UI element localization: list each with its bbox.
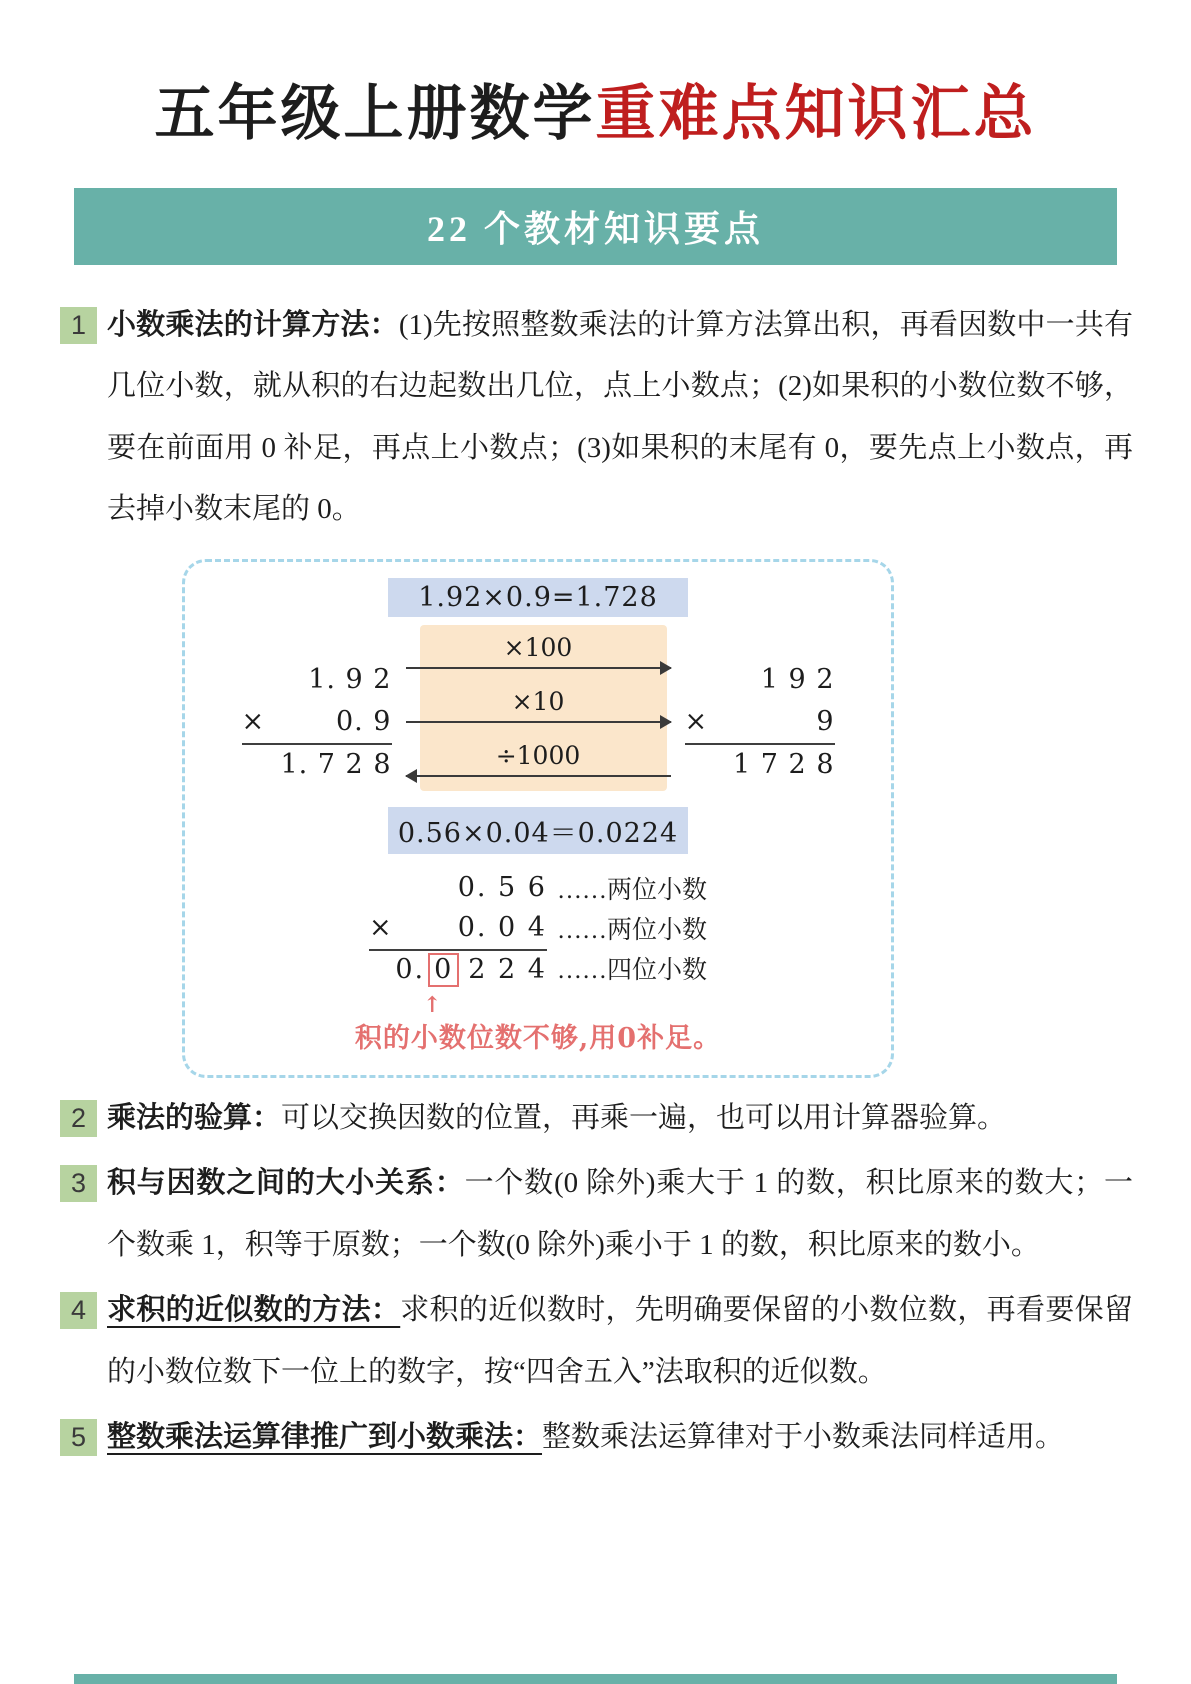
item-body: 一个数(0 除外)乘大于 1 的数，积比原来的数大；一个数乘 1，积等于原数；一个数(0 除外)乘小于 1 的数，积比原来的数小。: [107, 1167, 1133, 1261]
multiply-sign: ×: [241, 706, 266, 738]
calc-factor2: [369, 912, 547, 943]
calc-factor2: 0. 9: [335, 706, 392, 738]
pointer-row: [369, 988, 707, 1018]
item-heading: 乘法的验算：: [107, 1101, 282, 1134]
calc-product: [369, 949, 547, 987]
banner-text: 22 个教材知识要点: [426, 209, 764, 249]
item-number-badge: 5: [60, 1419, 97, 1456]
item-text: [107, 1153, 1133, 1276]
op-times-100: [406, 633, 671, 687]
figure-conversion-row: [205, 633, 871, 795]
decimal-column-calc: [242, 633, 392, 795]
item-heading: 小数乘法的计算方法：: [107, 309, 399, 341]
knowledge-item-1: [58, 295, 1133, 541]
item-heading: 整数乘法运算律推广到小数乘法：: [107, 1421, 543, 1454]
item-body: 可以交换因数的位置，再乘一遍，也可以用计算器验算。: [281, 1101, 1007, 1134]
op-times-10: [406, 687, 671, 741]
multiplication-example-figure: [182, 559, 894, 1078]
page-title: [58, 66, 1133, 152]
title-part-red: 重难点知识汇总: [595, 81, 1037, 147]
item-body: 求积的近似数时，先明确要保留的小数位数，再看要保留的小数位数下一位上的数字，按“四舍五入”法取积的近似数。: [107, 1294, 1133, 1388]
calc-factor2-row: [242, 701, 392, 743]
calc-factor1: 1. 9 2: [308, 664, 392, 696]
factor2-digits: 0. 0 4: [457, 912, 547, 944]
decimal-places-calc: [368, 868, 707, 1018]
section-banner: [74, 188, 1117, 265]
item-number-badge: 3: [60, 1165, 97, 1202]
item-number-badge: 1: [60, 307, 97, 344]
op-label: ×100: [503, 632, 573, 662]
equation-box-2: 0.56×0.04＝0.0224: [388, 807, 688, 854]
multiply-sign: ×: [684, 706, 709, 738]
knowledge-item-5: [58, 1407, 1133, 1468]
multiply-sign: ×: [368, 912, 394, 944]
left-arrow-icon: [406, 775, 671, 777]
boxed-zero: 0: [428, 953, 459, 987]
calc-factor1: 1 9 2: [760, 664, 835, 696]
product-rest: 2 2 4: [468, 954, 547, 986]
op-label: ÷1000: [495, 740, 581, 770]
calc-factor2-row: [685, 701, 835, 743]
knowledge-item-4: [58, 1280, 1133, 1403]
item-text: [107, 1088, 1133, 1149]
bcalc-factor2-row: [369, 908, 707, 948]
bcalc-product-row: [369, 948, 707, 988]
decimal-count-note: ……四位小数: [556, 956, 707, 984]
item-body: (1)先按照整数乘法的计算方法算出积，再看因数中一共有几位小数，就从积的右边起数出几位，点上小数点；(2)如果积的小数位数不够，要在前面用 0 补足，再点上小数点；(3)如果积的末尾有 0，要先点上小数点，再去掉小数末尾的 0。: [107, 309, 1133, 526]
calc-product: 1 7 2 8: [685, 743, 835, 785]
up-arrow-icon: ↑: [422, 991, 442, 1018]
content-area: [58, 295, 1133, 1469]
bcalc-factor1-row: [369, 868, 707, 908]
item-text: [107, 1407, 1133, 1468]
op-label: ×10: [511, 686, 565, 716]
calc-factor1: 0. 5 6: [457, 872, 547, 904]
item-body: 整数乘法运算律对于小数乘法同样适用。: [542, 1421, 1065, 1454]
equation-box-1: 1.92×0.9=1.728: [388, 578, 688, 617]
integer-column-calc: [685, 633, 835, 795]
decimal-count-note: ……两位小数: [556, 916, 707, 944]
item-heading: 求积的近似数的方法：: [107, 1294, 401, 1327]
right-arrow-icon: [406, 721, 671, 723]
zero-padding-note: 积的小数位数不够,用0补足。: [354, 1022, 722, 1054]
item-heading: 积与因数之间的大小关系：: [107, 1167, 465, 1200]
knowledge-item-2: [58, 1088, 1133, 1149]
product-prefix: 0.: [395, 954, 426, 986]
knowledge-item-3: [58, 1153, 1133, 1276]
item-text: [107, 1280, 1133, 1403]
scaling-arrows-zone: [406, 633, 671, 795]
right-arrow-icon: [406, 667, 671, 669]
op-divide-1000: [406, 741, 671, 795]
item-number-badge: 4: [60, 1292, 97, 1329]
item-number-badge: 2: [60, 1100, 97, 1137]
calc-product: 1. 7 2 8: [242, 743, 392, 785]
item-text: [107, 295, 1133, 541]
title-part-black: 五年级上册数学: [154, 81, 596, 147]
decimal-count-note: ……两位小数: [556, 876, 707, 904]
next-section-banner-edge: [74, 1674, 1117, 1684]
calc-factor2: 9: [816, 706, 835, 738]
